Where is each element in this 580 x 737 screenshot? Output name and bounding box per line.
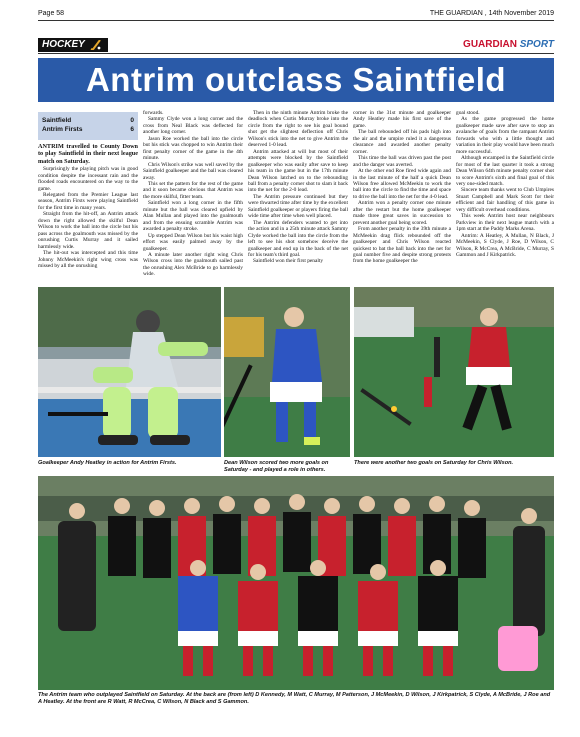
article-paragraph: The ball rebounded off his pads high into the air and the umpire ruled it a dangerous clearance and awarded another penalty corner. (353, 129, 451, 155)
page-number: Page 58 (38, 10, 65, 17)
photo-team (38, 476, 554, 690)
article-column-3 (248, 110, 348, 265)
article-paragraph: This time the ball was driven past the post and the danger was averted. (353, 155, 451, 168)
team-photo-illustration (38, 476, 554, 690)
article-paragraph: forwards. (143, 110, 164, 116)
article-paragraph: The hit-out was intercepted and this time Johnny McMeekin's right wing cross was missed by all the onrushing (38, 250, 138, 270)
score-box (38, 112, 138, 140)
article-paragraph: Saintfield won a long corner in the fifth minute but the ball was cleared upfield by Alan Mullan and played into the goalmouth and from the ensuing scramble Antrim was awarded a penalty stroke. (143, 200, 243, 233)
article-paragraph: Saintfield won their first penalty (253, 258, 324, 265)
article-paragraph: Up stepped Dean Wilson but his waist high effort was easily palmed away by the goalkeeper. (143, 232, 243, 252)
article-paragraph: Antrim won a penalty corner one minute after the restart but the home goalkeeper made three great saves in succession to prevent another goal being scored. (353, 200, 451, 226)
article-paragraph: As the game progressed the home goalkeeper made save after save to stop an avalanche of goals from the rampant Antrim forwards who with a little thought and variation in their play would have been much more successful. (456, 116, 554, 155)
score-row (42, 116, 134, 125)
article-paragraph: This week Antrim host near neighbours Parkview in their next league match with a 1pm start at the Paddy Marks Arena. (456, 213, 554, 233)
article-column-4 (353, 110, 451, 265)
article-paragraph: Antrim: A Heatley, A Mullan, N Black, J McMeekin, S Clyde, J Roe, D Wilson, C Wilson, R McCrea, A McBride, C Murray, S Gammon and J Kirkpatrick. (456, 232, 554, 258)
article-paragraph: Relegated from the Premier League last season, Antrim Firsts were playing Saintfield for the first time in many years. (38, 192, 138, 211)
goalkeeper-illustration (38, 287, 221, 457)
article-paragraph: Jason Roe worked the ball into the circle but his stick was chopped to win Antrim their first penalty corner of the game in the 4th minute. (143, 135, 243, 162)
photo-chris-wilson (354, 287, 554, 457)
article-paragraph: This set the pattern for the rest of the game and it soon became obvious that Antrim was the more skilful, fitter team. (143, 180, 243, 200)
caption-chris-wilson: There were another two goals on Saturday for Chris Wilson. (354, 460, 514, 466)
article-paragraph: The Antrim defenders wanted to get into the action and in a 25th minute attack Sammy Clyde worked the ball into the circle from the left to see his shot somehow deceive the goalkeeper and end up in the back of the net for his team's third goal. (248, 219, 348, 258)
article-paragraph: The Antrim pressure continued but they were thwarted time after time by the excellent Saintfield goalkeeper or players firing the ball wide time after time when well placed. (248, 193, 348, 220)
score-value: 6 (130, 126, 134, 133)
article-paragraph: From another penalty in the 39th minute a McMeekin drag flick rebounded off the goalkeeper and Chris Wilson reacted quickest to bat the ball back into the net for goal number five and despite strong protests from the home goalkeeper the (353, 226, 451, 265)
article-paragraph: Straight from the hit-off, an Antrim attack down the right allowed the skilful Dean Wilson to work the ball into the circle but his pass across the goalmouth was missed by the onrushing Curtis Murray and it sailed harmlessly wide. (38, 211, 138, 250)
article-paragraph: Chris Wilson's strike was well saved by the Saintfield goalkeeper and the ball was cleared away. (143, 161, 243, 181)
chris-wilson-illustration (354, 287, 554, 457)
photo-dean-wilson (224, 287, 350, 457)
article-paragraph: corner in the 31st minute and goalkeeper Andy Heatley made his first save of the game. (353, 110, 451, 129)
section-rule (38, 53, 554, 54)
article-lead: ANTRIM travelled to County Down to play Saintfield in their next league match on Saturday. (38, 143, 138, 165)
header-rule (38, 20, 554, 21)
caption-goalkeeper: Goalkeeper Andy Heatley in action for Antrim Firsts. (38, 460, 177, 466)
article-paragraph: Then in the ninth minute Antrim broke the deadlock when Curtis Murray broke into the circle from the right to see his goal bound shot get the slightest deflection off Chris Wilson's stick into the net to give Antrim the deserved 1-0 lead. (248, 110, 348, 149)
article-paragraph: Antrim attacked at will but most of their attempts were blocked by the Saintfield goalkeeper who was easily after save to keep his team in the game but in the 17th minute Dean Wilson latched on to the rebounding ball from a penalty corner shot to slam it back into the net for the 2-0 lead. (248, 148, 348, 194)
page-header (38, 8, 554, 20)
article-paragraph: Sincere team thanks went to Club Umpires Stuart Campbell and Mark Scott for their efficient and fair handling of this game in very difficult overhead conditions. (456, 187, 554, 213)
article-paragraph: Surprisingly the playing pitch was in good condition despite the incessant rain and the flooded roads encountered on the way to the game. (38, 166, 138, 192)
article-column-2 (143, 110, 243, 278)
caption-team: The Antrim team who outplayed Saintfield on Saturday. At the back are (from left) D Kennedy, M Watt, C Murray, M Patterson, J McMeekin, D Wilson, J Kirkpatrick, S Clyde, A McBride, J Roe and A Heatley. At the front are R Watt, R McCrea, C Wilson, N Black and S Gammon. (38, 692, 551, 705)
brand-sub: SPORT (519, 39, 554, 50)
section-tag (38, 38, 108, 52)
brand-logo (463, 38, 554, 52)
article-column-1 (38, 143, 138, 269)
caption-dean-wilson: Dean Wilson scored two more goals on Saturday - and played a role in others. (224, 460, 329, 473)
article-paragraph: goal stood. (456, 110, 480, 116)
score-value: 0 (130, 117, 134, 124)
score-row (42, 125, 134, 134)
score-team: Saintfield (42, 117, 72, 124)
article-paragraph: Although encamped in the Saintfield circle for most of the last quarter it took a strong Dean Wilson 64th minute penalty corner shot to score Antrim's sixth and final goal of this very one-sided match. (456, 155, 554, 187)
section-bar (38, 38, 554, 52)
brand-main: GUARDIAN (463, 39, 517, 50)
headline: Antrim outclass Saintfield (38, 58, 554, 102)
score-team: Antrim Firsts (42, 126, 83, 133)
article-paragraph: A minute later another right wing Chris Wilson cross into the goalmouth sailed past the onrushing Alex McBride to go harmlessly wide. (143, 251, 243, 278)
paper-date: THE GUARDIAN , 14th November 2019 (429, 10, 554, 17)
article-paragraph: At the other end Roe fired wide again and in the last minute of the half a quick Dean Wilson free allowed McMeekin to work the ball into the circle to find the time and space to drive the ball into the net for the 4-0 lead. (353, 168, 451, 200)
hockey-stick-icon (90, 40, 102, 50)
section-tag-label: HOCKEY (42, 39, 85, 50)
dean-wilson-illustration (224, 287, 350, 457)
photo-goalkeeper (38, 287, 221, 457)
article-paragraph: Sammy Clyde won a long corner and the cross from Neal Black was deflected for another long corner. (143, 116, 243, 136)
article-column-5 (456, 110, 554, 258)
